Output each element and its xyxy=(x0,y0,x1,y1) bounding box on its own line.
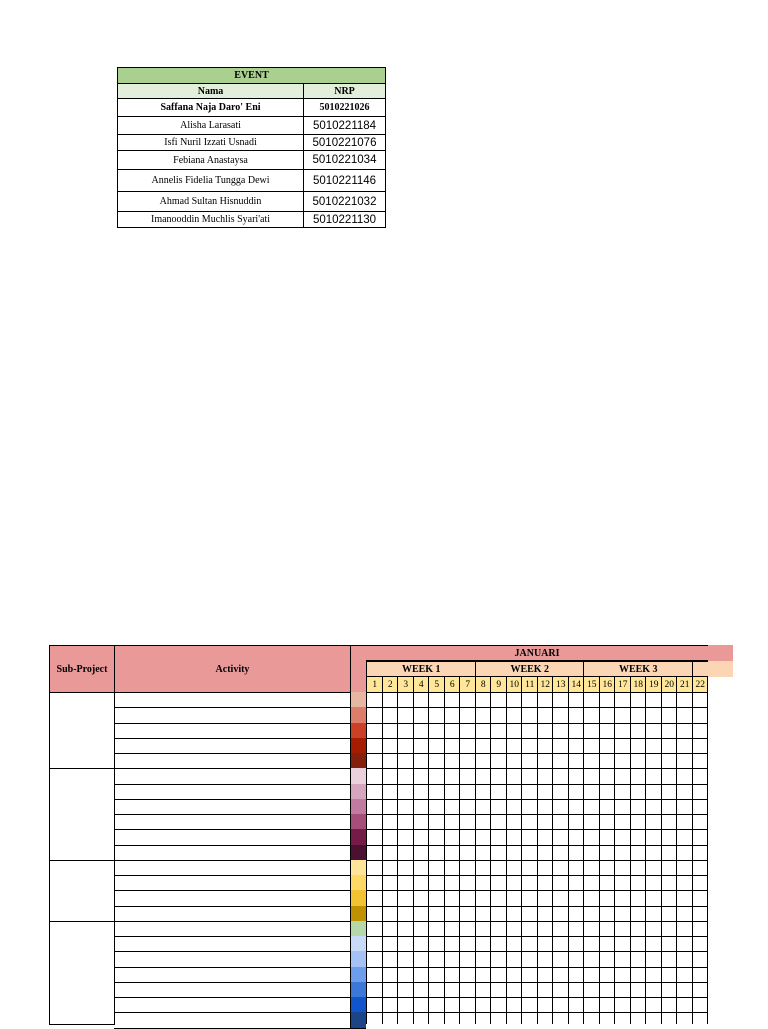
activity-header: Activity xyxy=(114,645,351,693)
activity-color-swatch xyxy=(351,707,366,723)
activity-cell[interactable] xyxy=(114,723,351,739)
activity-cell[interactable] xyxy=(114,936,351,952)
member-nrp: 5010221184 xyxy=(304,117,386,135)
activity-color-swatch xyxy=(351,860,366,876)
row-gridline xyxy=(366,738,708,739)
activity-color-swatch xyxy=(351,982,366,998)
row-gridline xyxy=(366,829,708,830)
member-name: Annelis Fidelia Tungga Dewi xyxy=(118,170,304,192)
day-number: 20 xyxy=(661,677,678,693)
week-header: WEEK 2 xyxy=(475,661,585,677)
name-column-header: Nama xyxy=(118,84,304,99)
row-gridline xyxy=(366,784,708,785)
activity-cell[interactable] xyxy=(114,814,351,830)
day-number: 9 xyxy=(490,677,507,693)
row-gridline xyxy=(366,753,708,754)
day-number: 1 xyxy=(366,677,383,693)
day-number: 15 xyxy=(583,677,600,693)
row-gridline xyxy=(366,906,708,907)
day-gridline xyxy=(599,692,600,1024)
day-gridline xyxy=(583,692,584,1024)
row-gridline xyxy=(366,692,708,693)
member-nrp: 5010221130 xyxy=(304,212,386,228)
activity-color-swatch xyxy=(351,814,366,830)
activity-cell[interactable] xyxy=(114,707,351,723)
day-gridline xyxy=(428,692,429,1024)
day-number: 11 xyxy=(521,677,538,693)
activity-cell[interactable] xyxy=(114,753,351,769)
row-gridline xyxy=(366,951,708,952)
row-gridline xyxy=(366,875,708,876)
day-number: 3 xyxy=(397,677,414,693)
activity-color-swatch xyxy=(351,692,366,708)
day-number: 6 xyxy=(444,677,461,693)
activity-color-swatch xyxy=(351,997,366,1013)
day-gridline xyxy=(490,692,491,1024)
day-gridline xyxy=(537,692,538,1024)
day-gridline xyxy=(645,692,646,1024)
activity-color-swatch xyxy=(351,921,366,937)
subproject-cell[interactable] xyxy=(49,768,115,861)
subproject-cell[interactable] xyxy=(49,921,115,1025)
day-number: 10 xyxy=(506,677,523,693)
row-gridline xyxy=(366,723,708,724)
row-gridline xyxy=(366,936,708,937)
row-gridline xyxy=(366,707,708,708)
day-gridline xyxy=(382,692,383,1024)
day-number: 22 xyxy=(692,677,709,693)
activity-color-swatch xyxy=(351,967,366,983)
day-gridline xyxy=(413,692,414,1024)
week-header: WEEK 3 xyxy=(583,661,693,677)
row-gridline xyxy=(366,845,708,846)
activity-cell[interactable] xyxy=(114,982,351,998)
day-gridline xyxy=(568,692,569,1024)
activity-cell[interactable] xyxy=(114,967,351,983)
day-gridline xyxy=(707,692,708,1024)
activity-color-swatch xyxy=(351,1012,366,1028)
day-number: 8 xyxy=(475,677,492,693)
day-number: 17 xyxy=(614,677,631,693)
member-name: Alisha Larasati xyxy=(118,117,304,135)
activity-cell[interactable] xyxy=(114,799,351,815)
day-number: 7 xyxy=(459,677,476,693)
day-gridline xyxy=(459,692,460,1024)
activity-color-swatch xyxy=(351,890,366,906)
day-gridline xyxy=(676,692,677,1024)
day-gridline xyxy=(521,692,522,1024)
activity-cell[interactable] xyxy=(114,1012,351,1028)
day-number: 12 xyxy=(537,677,554,693)
member-nrp: 5010221032 xyxy=(304,192,386,212)
day-number: 18 xyxy=(630,677,647,693)
subproject-cell[interactable] xyxy=(49,860,115,922)
member-nrp: 5010221026 xyxy=(304,99,386,117)
activity-cell[interactable] xyxy=(114,860,351,876)
activity-cell[interactable] xyxy=(114,845,351,861)
day-gridline xyxy=(552,692,553,1024)
activity-color-swatch xyxy=(351,738,366,754)
activity-color-swatch xyxy=(351,951,366,967)
week-header-extension xyxy=(708,661,733,677)
activity-cell[interactable] xyxy=(114,890,351,906)
day-number: 4 xyxy=(413,677,430,693)
month-header-extension xyxy=(708,645,733,661)
row-gridline xyxy=(366,982,708,983)
activity-cell[interactable] xyxy=(114,829,351,845)
day-gridline xyxy=(630,692,631,1024)
nrp-column-header: NRP xyxy=(304,84,386,99)
activity-cell[interactable] xyxy=(114,875,351,891)
member-name: Saffana Naja Daro' Eni xyxy=(118,99,304,117)
activity-color-swatch xyxy=(351,936,366,952)
activity-color-swatch xyxy=(351,875,366,891)
activity-cell[interactable] xyxy=(114,768,351,784)
member-name: Isfi Nuril Izzati Usnadi xyxy=(118,135,304,151)
activity-color-swatch xyxy=(351,829,366,845)
row-gridline xyxy=(366,814,708,815)
day-gridline xyxy=(661,692,662,1024)
month-header: JANUARI xyxy=(366,645,708,661)
member-name: Ahmad Sultan Hisnuddin xyxy=(118,192,304,212)
activity-color-swatch xyxy=(351,768,366,784)
week-header-partial xyxy=(692,661,709,677)
member-name: Febiana Anastaysa xyxy=(118,151,304,170)
activity-color-swatch xyxy=(351,784,366,800)
member-name: Imanooddin Muchlis Syari'ati xyxy=(118,212,304,228)
activity-color-swatch xyxy=(351,799,366,815)
row-gridline xyxy=(366,768,708,769)
day-number: 19 xyxy=(645,677,662,693)
row-gridline xyxy=(366,799,708,800)
day-gridline xyxy=(397,692,398,1024)
member-nrp: 5010221076 xyxy=(304,135,386,151)
day-gridline xyxy=(614,692,615,1024)
day-gridline xyxy=(366,692,367,1024)
row-gridline xyxy=(366,890,708,891)
day-gridline xyxy=(444,692,445,1024)
day-gridline xyxy=(692,692,693,1024)
day-number: 16 xyxy=(599,677,616,693)
day-number: 2 xyxy=(382,677,399,693)
activity-cell[interactable] xyxy=(114,921,351,937)
day-row-right-border xyxy=(707,677,708,693)
row-gridline xyxy=(366,1012,708,1013)
activity-cell[interactable] xyxy=(114,906,351,922)
member-nrp: 5010221034 xyxy=(304,151,386,170)
row-gridline xyxy=(366,967,708,968)
day-number: 13 xyxy=(552,677,569,693)
activity-color-swatch xyxy=(351,845,366,861)
day-gridline xyxy=(475,692,476,1024)
row-gridline xyxy=(366,921,708,922)
day-number: 14 xyxy=(568,677,585,693)
subproject-header: Sub-Project xyxy=(49,645,115,693)
day-number: 21 xyxy=(676,677,693,693)
row-gridline xyxy=(366,997,708,998)
activity-cell[interactable] xyxy=(114,997,351,1013)
activity-cell[interactable] xyxy=(114,738,351,754)
color-key-header xyxy=(350,645,367,693)
member-nrp: 5010221146 xyxy=(304,170,386,192)
day-gridline xyxy=(506,692,507,1024)
event-table-title: EVENT xyxy=(118,68,386,84)
week-header: WEEK 1 xyxy=(366,661,476,677)
row-gridline xyxy=(366,860,708,861)
activity-cell[interactable] xyxy=(114,951,351,967)
activity-color-swatch xyxy=(351,753,366,769)
day-number: 5 xyxy=(428,677,445,693)
activity-cell[interactable] xyxy=(114,692,351,708)
subproject-cell[interactable] xyxy=(49,692,115,769)
activity-color-swatch xyxy=(351,906,366,922)
activity-color-swatch xyxy=(351,723,366,739)
activity-cell[interactable] xyxy=(114,784,351,800)
